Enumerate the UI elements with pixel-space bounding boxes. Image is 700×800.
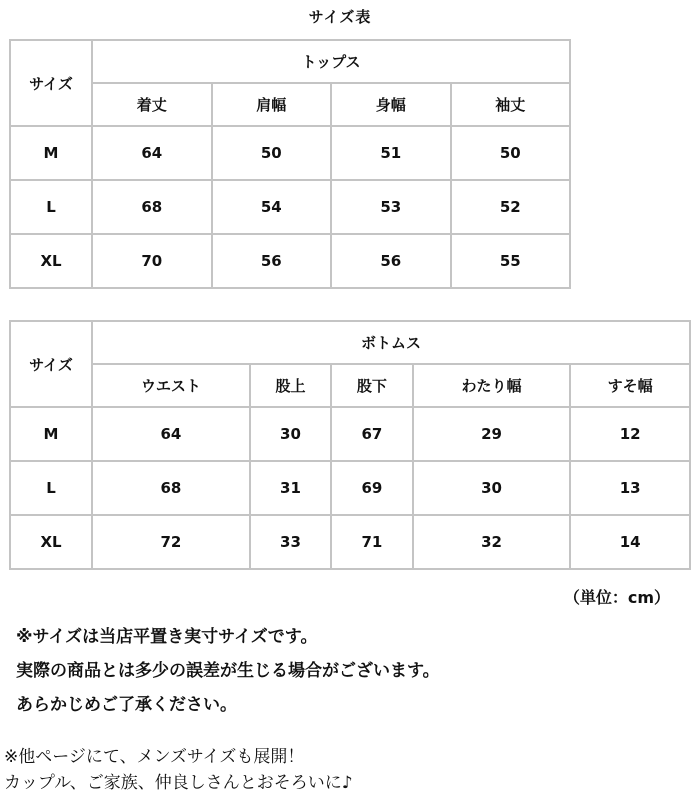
tops-size-table [9,39,571,289]
bottoms-column-header: すそ幅 [570,364,690,407]
size-label: XL [10,234,92,288]
table-cell: 69 [331,461,412,515]
table-cell: 30 [413,461,571,515]
tops-column-header: 着丈 [92,83,212,126]
table-cell: 50 [451,126,571,180]
table-cell: 71 [331,515,412,569]
table-cell: 53 [331,180,451,234]
extra-line: カップル、ご家族、仲良しさんとおそろいに♪ [4,773,353,793]
table-cell: 68 [92,180,212,234]
table-cell: 50 [212,126,332,180]
table-cell: 55 [451,234,571,288]
tops-group-header: トップス [92,40,570,83]
bottoms-column-header: わたり幅 [413,364,571,407]
table-cell: 33 [250,515,331,569]
bottoms-size-header: サイズ [10,321,92,407]
table-cell: 30 [250,407,331,461]
table-cell: 56 [331,234,451,288]
table-cell: 67 [331,407,412,461]
note-line: ※サイズは当店平置き実寸サイズです。 [16,627,318,647]
tops-column-header: 肩幅 [212,83,332,126]
size-label: M [10,407,92,461]
table-cell: 68 [92,461,250,515]
size-label: L [10,180,92,234]
bottoms-size-table [9,320,691,570]
tops-column-header: 袖丈 [451,83,571,126]
table-cell: 29 [413,407,571,461]
table-row [10,407,690,461]
table-cell: 51 [331,126,451,180]
table-cell: 14 [570,515,690,569]
page-title: サイズ表 [308,8,372,26]
tops-size-header: サイズ [10,40,92,126]
bottoms-group-header: ボトムス [92,321,690,364]
size-label: M [10,126,92,180]
table-row [10,126,570,180]
table-cell: 70 [92,234,212,288]
extra-line: ※他ページにて、メンズサイズも展開！ [4,747,305,767]
table-cell: 64 [92,126,212,180]
bottoms-column-header: 股上 [250,364,331,407]
unit-label: （単位：cm） [563,588,670,607]
table-cell: 13 [570,461,690,515]
table-cell: 56 [212,234,332,288]
note-line: 実際の商品とは多少の誤差が生じる場合がございます。 [16,661,440,681]
size-notes [16,620,440,722]
table-row [10,180,570,234]
tops-column-header: 身幅 [331,83,451,126]
note-line: あらかじめご了承ください。 [16,695,237,715]
table-row [10,461,690,515]
table-cell: 31 [250,461,331,515]
extra-notes [4,744,353,796]
bottoms-column-header: 股下 [331,364,412,407]
table-cell: 54 [212,180,332,234]
table-cell: 52 [451,180,571,234]
size-label: XL [10,515,92,569]
table-cell: 72 [92,515,250,569]
bottoms-column-header: ウエスト [92,364,250,407]
size-label: L [10,461,92,515]
table-cell: 64 [92,407,250,461]
table-row [10,515,690,569]
table-row [10,234,570,288]
table-cell: 12 [570,407,690,461]
table-cell: 32 [413,515,571,569]
